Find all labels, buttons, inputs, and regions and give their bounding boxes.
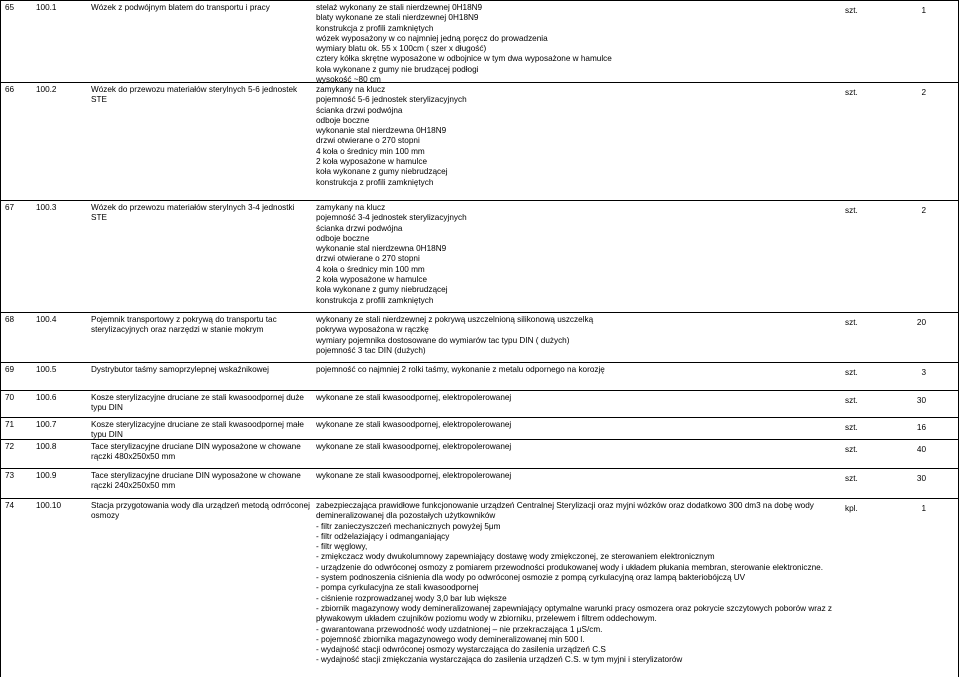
quantity: 30 xyxy=(916,396,926,405)
item-name: Kosze sterylizacyjne druciane ze stali kwasoodpornej duże typu DIN xyxy=(91,393,304,413)
spec-line: - pojemność zbiornika magazynowego wody demineralizowanej min 500 l. xyxy=(316,634,585,644)
position-code: 100.2 xyxy=(36,85,57,94)
item-specification xyxy=(316,393,511,403)
position-code: 100.6 xyxy=(36,393,57,402)
position-code: 100.1 xyxy=(36,3,57,12)
position-code: 100.5 xyxy=(36,365,57,374)
spec-line: - pompa cyrkulacyjna ze stali kwasoodpornej xyxy=(316,583,479,593)
quantity: 20 xyxy=(916,318,926,327)
spec-line: wysokość ~80 cm xyxy=(316,75,381,85)
spec-line: - filtr odżelaziający i odmanganiający xyxy=(316,531,450,541)
row-number: 66 xyxy=(5,85,15,94)
position-code: 100.7 xyxy=(36,420,57,429)
spec-line: drzwi otwierane o 270 stopni xyxy=(316,136,420,146)
spec-line: - zmiękczacz wody dwukolumnowy zapewniający dostawę wody zmiękczonej, ze sterowaniem elektronicznym xyxy=(316,552,715,562)
spec-line: koła wykonane z gumy niebrudzącej xyxy=(316,285,448,295)
spec-line: pojemność 3-4 jednostek sterylizacyjnych xyxy=(316,213,467,223)
unit: szt. xyxy=(845,6,858,15)
item-specification xyxy=(316,420,511,430)
item-name: Kosze sterylizacyjne druciane ze stali kwasoodpornej małe typu DIN xyxy=(91,420,304,440)
unit: szt. xyxy=(845,423,858,432)
unit: szt. xyxy=(845,206,858,215)
item-name: Wózek do przewozu materiałów sterylnych 3-4 jednostki STE xyxy=(91,203,295,223)
spec-line: 4 koła o średnicy min 100 mm xyxy=(316,264,425,274)
spec-line: odboje boczne xyxy=(316,115,370,125)
spec-line: - urządzenie do odwróconej osmozy z pomiarem przewodności produkowanej wody i układem płukania membran, sterowanie elektroniczne. xyxy=(316,562,823,572)
spec-line: blaty wykonane ze stali nierdzewnej 0H18N9 xyxy=(316,13,479,23)
spec-line: odboje boczne xyxy=(316,233,370,243)
unit: szt. xyxy=(845,474,858,483)
row-number: 73 xyxy=(5,471,15,480)
unit: szt. xyxy=(845,88,858,97)
unit: szt. xyxy=(845,368,858,377)
spec-line: - zbiornik magazynowy wody demineralizowanej zapewniający optymalne warunki pracy osmozera oraz pokrycie szczytowych poborów wraz z xyxy=(316,603,833,613)
spec-line: pojemność 5-6 jednostek sterylizacyjnych xyxy=(316,95,467,105)
spec-line: demineralizowanej dla pozostałych użytkowników xyxy=(316,511,496,521)
quantity: 40 xyxy=(916,445,926,454)
spec-line: koła wykonane z gumy nie brudzącej podłogi xyxy=(316,64,479,74)
spec-line: wykonanie stal nierdzewna 0H18N9 xyxy=(316,126,447,136)
position-code: 100.8 xyxy=(36,442,57,451)
spec-line: zamykany na klucz xyxy=(316,203,386,212)
spec-line: - system podnoszenia ciśnienia dla wody po odwróconej osmozie z pompą cyrkulacyjną oraz lampą bakteriobójczą UV xyxy=(316,573,746,583)
spec-line: stelaż wykonany ze stali nierdzewnej 0H18N9 xyxy=(316,3,483,12)
spec-line: 2 koła wyposażone w hamulce xyxy=(316,157,428,167)
quantity: 1 xyxy=(921,6,926,15)
spec-line: - filtr zanieczyszczeń mechanicznych powyżej 5μm xyxy=(316,521,501,531)
spec-line: - gwarantowana przewodność wody uzdatnionej – nie przekraczająca 1 μS/cm. xyxy=(316,624,603,634)
spec-line: pojemność 3 tac DIN (dużych) xyxy=(316,345,426,355)
item-specification xyxy=(316,3,612,85)
quantity: 16 xyxy=(916,423,926,432)
spec-line: koła wykonane z gumy niebrudzącej xyxy=(316,167,448,177)
item-specification xyxy=(316,85,467,188)
spec-line: 4 koła o średnicy min 100 mm xyxy=(316,146,425,156)
spec-line: wykonane ze stali kwasoodpornej, elektropolerowanej xyxy=(316,420,512,429)
item-specification xyxy=(316,315,593,356)
spec-line: zabezpieczająca prawidłowe funkcjonowanie urządzeń Centralnej Sterylizacji oraz myjni wózków oraz dodatkowo 300 dm3 na dobę wody xyxy=(316,501,814,510)
spec-line: wykonane ze stali kwasoodpornej, elektropolerowanej xyxy=(316,471,512,480)
item-specification xyxy=(316,365,605,375)
spec-line: wymiary blatu ok. 55 x 100cm ( szer x długość) xyxy=(316,44,487,54)
unit: szt. xyxy=(845,445,858,454)
row-number: 67 xyxy=(5,203,15,212)
row-number: 69 xyxy=(5,365,15,374)
position-code: 100.9 xyxy=(36,471,57,480)
row-number: 72 xyxy=(5,442,15,451)
spec-line: wykonany ze stali nierdzewnej z pokrywą uszczelnioną silikonową uszczelką xyxy=(316,315,594,324)
spec-line: pokrywa wyposażona w rączkę xyxy=(316,325,429,335)
spec-line: drzwi otwierane o 270 stopni xyxy=(316,254,420,264)
item-name: Pojemnik transportowy z pokrywą do transportu tac sterylizacyjnych oraz narzędzi w stanie mokrym xyxy=(91,315,277,335)
spec-line: - filtr węglowy, xyxy=(316,542,368,552)
spec-line: - wydajność stacji odwróconej osmozy wystarczająca do zasilenia urządzeń C.S xyxy=(316,645,606,655)
item-name: Dystrybutor taśmy samoprzylepnej wskaźnikowej xyxy=(91,365,269,374)
item-name: Wózek do przewozu materiałów sterylnych 5-6 jednostek STE xyxy=(91,85,298,105)
item-name: Tace sterylizacyjne druciane DIN wyposażone w chowane rączki 480x250x50 mm xyxy=(91,442,301,462)
quantity: 30 xyxy=(916,474,926,483)
quantity: 2 xyxy=(921,88,926,97)
spec-line: konstrukcja z profili zamkniętych xyxy=(316,23,434,33)
quantity: 2 xyxy=(921,206,926,215)
item-specification xyxy=(316,501,832,666)
spec-line: wykonane ze stali kwasoodpornej, elektropolerowanej xyxy=(316,442,512,451)
spec-line: pływakowym układem czujników poziomu wody w zbiorniku, przelewem i filtrem oddechowym. xyxy=(316,614,657,624)
spec-line: wykonane ze stali kwasoodpornej, elektropolerowanej xyxy=(316,393,512,402)
position-code: 100.4 xyxy=(36,315,57,324)
item-specification xyxy=(316,471,511,481)
item-name: Stacja przygotowania wody dla urządzeń metodą odrróconej osmozy xyxy=(91,501,310,521)
position-code: 100.10 xyxy=(36,501,62,510)
spec-line: konstrukcja z profili zamkniętych xyxy=(316,177,434,187)
spec-line: wymiary pojemnika dostosowane do wymiarów tac typu DIN ( dużych) xyxy=(316,335,570,345)
spec-line: wózek wyposażony w co najmniej jedną poręcz do prowadzenia xyxy=(316,33,548,43)
spec-line: 2 koła wyposażone w hamulce xyxy=(316,275,428,285)
spec-line: - wydajność stacji zmiękczania wystarczająca do zasilenia urządzeń C.S. w tym myjni i sterylizatorów xyxy=(316,655,683,665)
position-code: 100.3 xyxy=(36,203,57,212)
unit: szt. xyxy=(845,396,858,405)
spec-line: konstrukcja z profili zamkniętych xyxy=(316,295,434,305)
spec-line: cztery kółka skrętne wyposażone w odbojnice w tym dwa wyposażone w hamulce xyxy=(316,54,612,64)
spec-line: ścianka drzwi podwójna xyxy=(316,105,403,115)
quantity: 3 xyxy=(921,368,926,377)
spec-line: pojemność co najmniej 2 rolki taśmy, wykonanie z metalu odpornego na korozję xyxy=(316,365,605,374)
quantity: 1 xyxy=(921,504,926,513)
item-specification xyxy=(316,442,511,452)
row-number: 74 xyxy=(5,501,15,510)
spec-line: - ciśnienie rozprowadzanej wody 3,0 bar lub większe xyxy=(316,593,507,603)
item-specification xyxy=(316,203,467,306)
unit: szt. xyxy=(845,318,858,327)
row-number: 68 xyxy=(5,315,15,324)
item-name: Tace sterylizacyjne druciane DIN wyposażone w chowane rączki 240x250x50 mm xyxy=(91,471,301,491)
unit: kpl. xyxy=(845,504,858,513)
item-name: Wózek z podwójnym blatem do transportu i pracy xyxy=(91,3,270,12)
row-number: 71 xyxy=(5,420,15,429)
spec-line: ścianka drzwi podwójna xyxy=(316,223,403,233)
spec-line: wykonanie stal nierdzewna 0H18N9 xyxy=(316,244,447,254)
row-number: 65 xyxy=(5,3,15,12)
spec-line: zamykany na klucz xyxy=(316,85,386,94)
row-number: 70 xyxy=(5,393,15,402)
